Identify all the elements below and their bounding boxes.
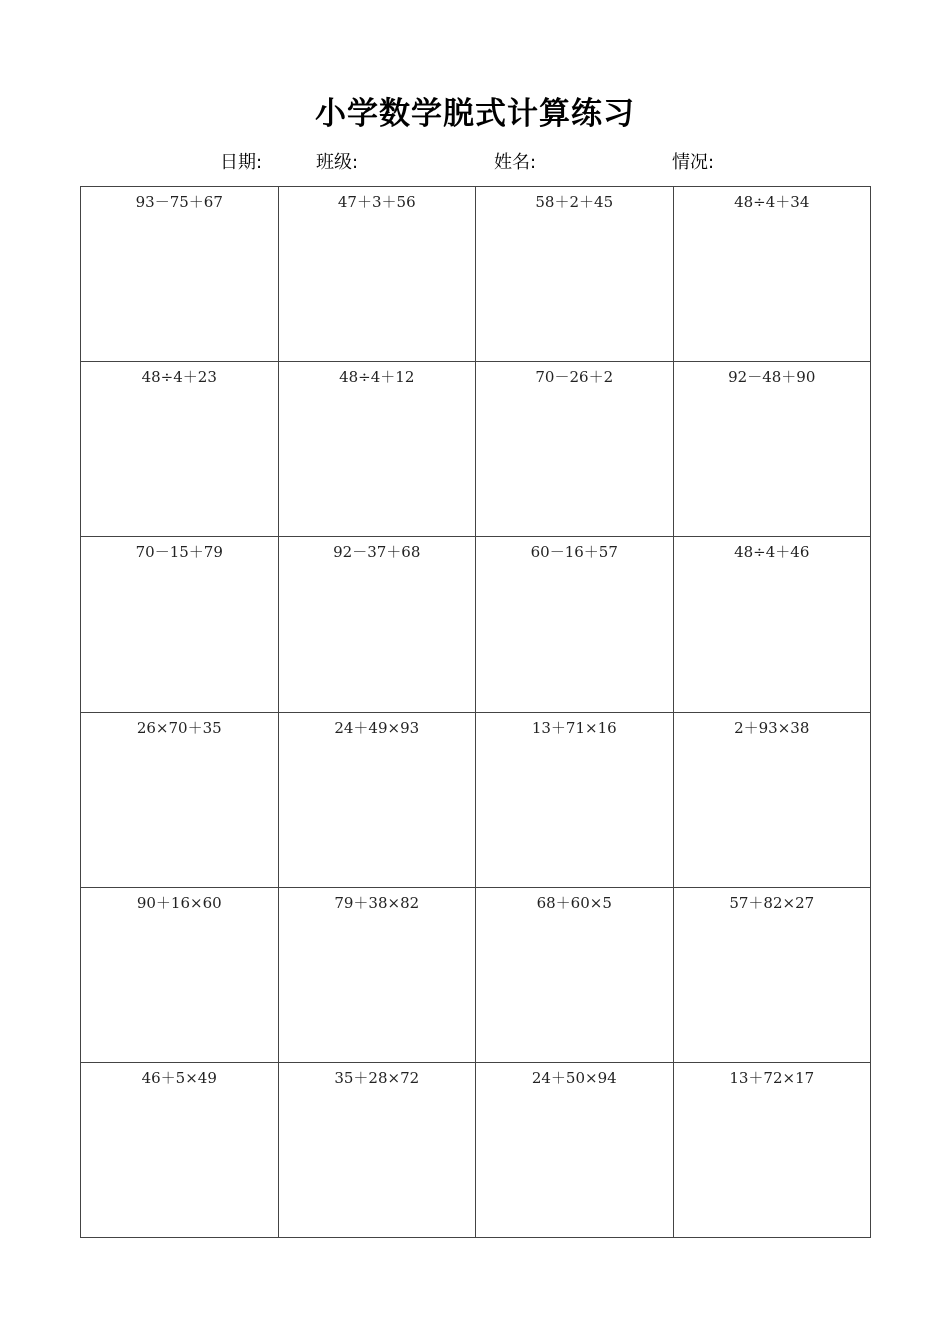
problem-expression: 46＋5×49 [141, 1068, 217, 1087]
problem-expression: 60－16＋57 [530, 543, 618, 562]
problem-cell[interactable] [279, 713, 477, 888]
problem-expression: 47＋3＋56 [337, 193, 416, 211]
problem-cell[interactable] [81, 362, 279, 537]
problem-expression: 24＋49×93 [334, 718, 420, 737]
problem-cell[interactable] [81, 713, 279, 888]
problem-cell[interactable] [476, 888, 674, 1063]
name-label: 姓名: [494, 152, 537, 173]
problem-cell[interactable] [81, 187, 279, 362]
problem-expression: 2＋93×38 [734, 718, 810, 737]
problem-expression: 90＋16×60 [136, 893, 222, 912]
problem-expression: 70－15＋79 [135, 543, 223, 562]
worksheet-title: 小学数学脱式计算练习 [315, 96, 635, 132]
problem-expression: 35＋28×72 [334, 1068, 420, 1087]
problem-expression: 93－75＋67 [135, 193, 223, 211]
problem-cell[interactable] [674, 888, 872, 1063]
problem-expression: 13＋72×17 [729, 1068, 815, 1087]
problem-expression: 48÷4＋46 [734, 543, 810, 562]
status-label: 情况: [672, 152, 715, 173]
problem-expression: 26×70＋35 [136, 718, 222, 737]
problem-cell[interactable] [279, 537, 477, 712]
problem-expression: 48÷4＋34 [734, 193, 810, 211]
problem-cell[interactable] [279, 187, 477, 362]
problem-cell[interactable] [81, 537, 279, 712]
problem-expression: 48÷4＋23 [141, 368, 217, 387]
problem-cell[interactable] [476, 537, 674, 712]
problem-expression: 79＋38×82 [334, 893, 420, 912]
date-label: 日期: [220, 152, 263, 173]
class-label: 班级: [316, 152, 359, 173]
problem-cell[interactable] [81, 888, 279, 1063]
problem-expression: 92－48＋90 [728, 368, 816, 387]
problem-expression: 48÷4＋12 [339, 368, 415, 387]
problem-expression: 58＋2＋45 [535, 193, 614, 211]
problem-cell[interactable] [476, 713, 674, 888]
problem-cell[interactable] [279, 1063, 477, 1238]
problem-cell[interactable] [279, 362, 477, 537]
problem-expression: 24＋50×94 [531, 1068, 617, 1087]
problem-cell[interactable] [279, 888, 477, 1063]
problem-cell[interactable] [476, 1063, 674, 1238]
problem-cell[interactable] [674, 1063, 872, 1238]
problem-cell[interactable] [674, 537, 872, 712]
problem-cell[interactable] [674, 187, 872, 362]
problem-grid [80, 186, 871, 1238]
problem-expression: 68＋60×5 [536, 893, 612, 912]
problem-cell[interactable] [674, 713, 872, 888]
problem-cell[interactable] [476, 187, 674, 362]
problem-cell[interactable] [674, 362, 872, 537]
problem-expression: 92－37＋68 [333, 543, 421, 562]
problem-cell[interactable] [81, 1063, 279, 1238]
problem-expression: 70－26＋2 [535, 368, 614, 387]
problem-cell[interactable] [476, 362, 674, 537]
problem-expression: 57＋82×27 [729, 893, 815, 912]
problem-expression: 13＋71×16 [531, 718, 617, 737]
